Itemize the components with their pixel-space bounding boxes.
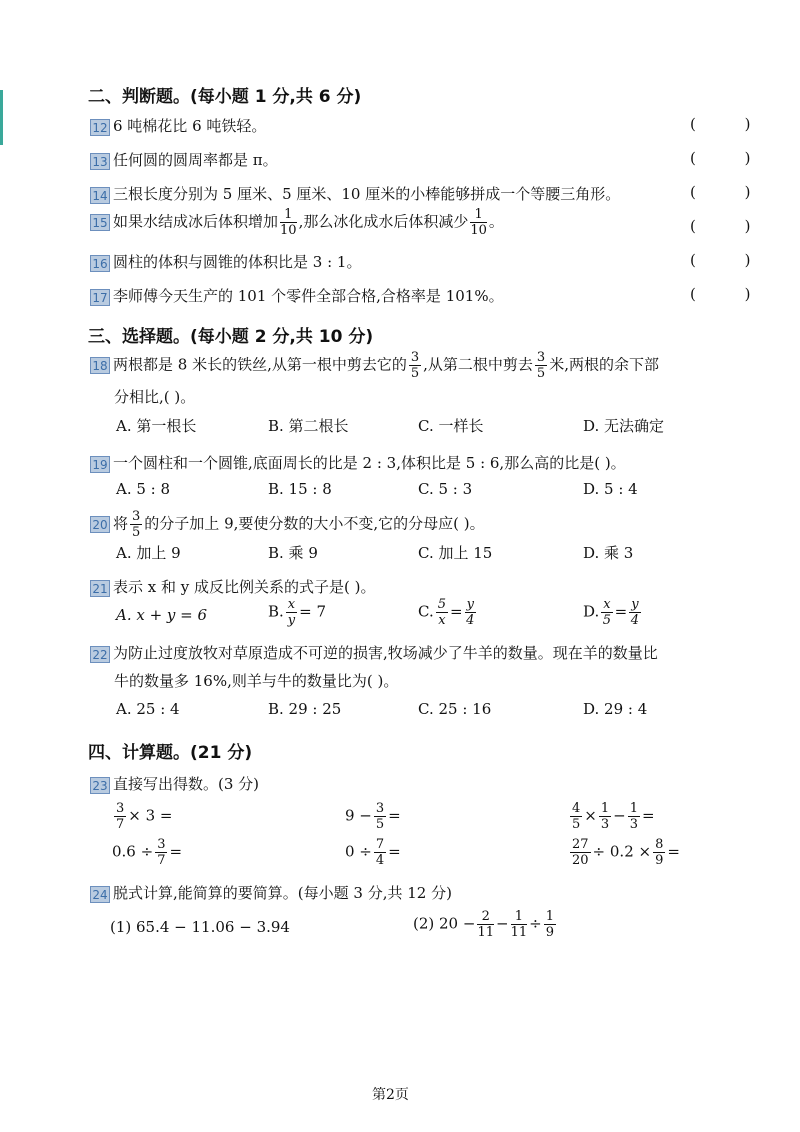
answer-blank[interactable]: ( ) <box>690 217 773 235</box>
expression-prefix: 9 − <box>345 806 372 825</box>
question-24 <box>90 882 452 903</box>
operator: ÷ <box>529 914 542 933</box>
expression-4 <box>112 838 182 867</box>
fraction <box>155 838 167 867</box>
expression-6 <box>568 838 680 867</box>
question-text: 6 吨棉花比 6 吨铁轻。 <box>113 117 267 135</box>
page-number: 第2页 <box>372 1087 409 1103</box>
expression-prefix: 0.6 ÷ <box>112 842 154 861</box>
question-14 <box>90 183 620 204</box>
question-13 <box>90 149 278 170</box>
answer-blank[interactable]: ( ) <box>690 183 773 201</box>
question-19 <box>90 452 626 473</box>
margin-marker <box>0 90 3 145</box>
expression-rest: = <box>388 806 401 825</box>
denominator: 9 <box>655 853 664 868</box>
numerator: 4 <box>572 801 581 816</box>
expression-rest: = <box>169 842 183 861</box>
numerator: 3 <box>116 801 125 816</box>
question-text: 米,两根的余下部 <box>549 355 659 374</box>
fraction <box>653 838 665 867</box>
question-number-badge: 18 <box>90 357 110 374</box>
fraction <box>570 802 582 831</box>
question-text: ,那么冰化成水后体积减少 <box>298 212 469 231</box>
option-a[interactable]: A. 25 : 4 <box>116 700 180 718</box>
question-text: 圆柱的体积与圆锥的体积比是 3 : 1。 <box>113 253 362 271</box>
question-number-badge: 21 <box>90 580 110 597</box>
question-text: 将 <box>113 514 129 533</box>
option-a[interactable]: A. 5 : 8 <box>116 480 171 498</box>
option-label: D. <box>583 602 600 621</box>
problem-2 <box>413 910 558 939</box>
expression-rest: = <box>642 806 655 825</box>
operator: − <box>496 914 509 933</box>
expression-rest: × 3 = <box>128 806 173 825</box>
numerator: 5 <box>437 597 446 612</box>
operator: × <box>584 806 597 825</box>
numerator: 1 <box>629 801 638 816</box>
numerator: 3 <box>375 801 385 816</box>
denominator: 4 <box>375 853 385 868</box>
fraction <box>465 598 476 627</box>
question-text: 一个圆柱和一个圆锥,底面周长的比是 2 : 3,体积比是 5 : 6,那么高的比是( )。 <box>113 454 626 472</box>
question-text: 任何圆的圆周率都是 π。 <box>113 151 278 169</box>
denominator: 4 <box>630 613 639 628</box>
option-d[interactable] <box>583 598 643 627</box>
numerator: 3 <box>157 837 166 852</box>
question-number-badge: 23 <box>90 777 110 794</box>
numerator: y <box>466 597 474 612</box>
option-a[interactable]: A. 加上 9 <box>116 544 181 562</box>
denominator: 3 <box>629 817 638 832</box>
fraction <box>130 510 142 539</box>
option-a[interactable]: A. 第一根长 <box>116 417 197 435</box>
denominator: 20 <box>572 853 589 868</box>
question-text: ,从第二根中剪去 <box>423 355 533 374</box>
option-b[interactable]: B. 29 : 25 <box>268 700 342 718</box>
numerator: 8 <box>655 837 664 852</box>
section-2-title: 二、判断题。(每小题 1 分,共 6 分) <box>88 87 362 107</box>
option-c[interactable]: C. 25 : 16 <box>418 700 492 718</box>
fraction <box>114 802 126 831</box>
option-rest: = 7 <box>299 602 327 621</box>
option-label: C. <box>418 602 434 621</box>
question-18 <box>90 351 659 380</box>
numerator: 27 <box>572 837 589 852</box>
numerator: y <box>631 597 639 612</box>
denominator: 7 <box>157 853 166 868</box>
question-number-badge: 16 <box>90 255 110 272</box>
fraction <box>286 598 297 627</box>
numerator: 1 <box>470 208 487 223</box>
expression-rest: = <box>667 842 680 861</box>
fraction <box>374 838 386 867</box>
numerator: x <box>287 597 296 612</box>
section-4-title: 四、计算题。(21 分) <box>88 743 253 763</box>
option-b[interactable] <box>268 598 326 627</box>
expression-2 <box>345 802 401 831</box>
fraction <box>374 802 386 831</box>
fraction <box>535 351 547 380</box>
numerator: 7 <box>375 837 385 852</box>
denominator: y <box>287 613 296 628</box>
numerator: x <box>603 597 611 612</box>
denominator: 11 <box>477 925 494 940</box>
question-number-badge: 19 <box>90 456 110 473</box>
question-number-badge: 15 <box>90 214 110 231</box>
expression-prefix: 0 ÷ <box>345 842 372 861</box>
question-12 <box>90 115 266 136</box>
question-text: 表示 x 和 y 成反比例关系的式子是( )。 <box>113 578 376 596</box>
denominator: 5 <box>536 366 546 381</box>
option-c[interactable]: C. 5 : 3 <box>418 480 473 498</box>
expression-prefix: (2) 20 − <box>413 914 476 933</box>
denominator: 5 <box>375 817 385 832</box>
fraction <box>436 598 448 627</box>
fraction <box>601 598 612 627</box>
question-17 <box>90 285 504 306</box>
question-text: 的分子加上 9,要使分数的大小不变,它的分母应( )。 <box>144 514 485 533</box>
fraction <box>409 351 421 380</box>
question-text: 三根长度分别为 5 厘米、5 厘米、10 厘米的小棒能够拼成一个等腰三角形。 <box>113 185 621 203</box>
option-b[interactable]: B. 15 : 8 <box>268 480 332 498</box>
question-number-badge: 12 <box>90 119 110 136</box>
option-b[interactable]: B. 乘 9 <box>268 544 318 562</box>
operator: − <box>613 806 626 825</box>
question-number-badge: 14 <box>90 187 110 204</box>
question-18-line2: 分相比,( )。 <box>114 388 196 406</box>
denominator: 3 <box>600 817 610 832</box>
question-number-badge: 17 <box>90 289 110 306</box>
question-number-badge: 24 <box>90 886 110 903</box>
question-22 <box>90 642 658 663</box>
question-21 <box>90 576 375 597</box>
question-text: 李师傅今天生产的 101 个零件全部合格,合格率是 101%。 <box>113 287 504 305</box>
question-text: 如果水结成冰后体积增加 <box>113 212 279 231</box>
numerator: 1 <box>280 208 297 223</box>
problem-1: (1) 65.4 − 11.06 − 3.94 <box>110 918 290 936</box>
denominator: x <box>438 613 446 628</box>
denominator: 4 <box>466 613 475 628</box>
fraction <box>477 910 494 939</box>
denominator: 10 <box>470 223 487 238</box>
option-d[interactable]: D. 29 : 4 <box>583 700 648 718</box>
numerator: 2 <box>477 910 494 925</box>
fraction <box>570 838 591 867</box>
question-text: 直接写出得数。(3 分) <box>113 775 260 793</box>
option-label: B. <box>268 602 284 621</box>
fraction <box>629 598 640 627</box>
section-3-title: 三、选择题。(每小题 2 分,共 10 分) <box>88 327 374 347</box>
numerator: 1 <box>600 801 610 816</box>
equals-sign: = <box>614 602 628 621</box>
fraction <box>511 910 528 939</box>
question-22-line2: 牛的数量多 16%,则羊与牛的数量比为( )。 <box>114 672 399 690</box>
fraction <box>599 802 611 831</box>
denominator: 5 <box>410 366 420 381</box>
expression-rest: = <box>388 842 401 861</box>
question-16 <box>90 251 361 272</box>
denominator: 5 <box>572 817 581 832</box>
question-text: 两根都是 8 米长的铁丝,从第一根中剪去它的 <box>113 355 407 374</box>
question-number-badge: 20 <box>90 516 110 533</box>
question-20 <box>90 510 485 539</box>
fraction <box>628 802 640 831</box>
option-c[interactable]: C. 加上 15 <box>418 544 493 562</box>
question-23 <box>90 773 259 794</box>
expression-1 <box>112 802 173 831</box>
answer-blank[interactable]: ( ) <box>690 251 773 269</box>
denominator: 10 <box>280 223 297 238</box>
option-d[interactable]: D. 乘 3 <box>583 544 634 562</box>
denominator: 11 <box>510 925 528 940</box>
equals-sign: = <box>450 602 463 621</box>
denominator: 7 <box>116 817 125 832</box>
question-number-badge: 13 <box>90 153 110 170</box>
numerator: 1 <box>545 909 554 924</box>
question-text: 脱式计算,能简算的要简算。(每小题 3 分,共 12 分) <box>113 884 452 902</box>
expression-3 <box>568 802 655 831</box>
answer-blank[interactable]: ( ) <box>690 149 773 167</box>
denominator: 5 <box>132 525 141 540</box>
expression-5 <box>345 838 401 867</box>
fraction <box>470 208 487 237</box>
numerator: 3 <box>410 350 420 365</box>
answer-blank[interactable]: ( ) <box>690 115 773 133</box>
answer-blank[interactable]: ( ) <box>690 285 773 303</box>
option-a[interactable]: A. x + y = 6 <box>116 606 208 624</box>
option-c[interactable]: C. 一样长 <box>418 417 484 435</box>
option-d[interactable]: D. 无法确定 <box>583 417 665 435</box>
question-number-badge: 22 <box>90 646 110 663</box>
numerator: 3 <box>536 350 546 365</box>
option-d[interactable]: D. 5 : 4 <box>583 480 638 498</box>
question-15 <box>90 208 504 237</box>
numerator: 3 <box>132 509 141 524</box>
expression-middle: ÷ 0.2 × <box>592 842 652 861</box>
question-text: 。 <box>488 212 504 231</box>
fraction <box>544 910 556 939</box>
numerator: 1 <box>511 910 528 925</box>
denominator: 9 <box>545 925 554 940</box>
option-c[interactable] <box>418 598 478 627</box>
fraction <box>280 208 297 237</box>
denominator: 5 <box>602 613 612 628</box>
question-text: 为防止过度放牧对草原造成不可逆的损害,牧场减少了牛羊的数量。现在羊的数量比 <box>113 644 658 662</box>
option-b[interactable]: B. 第二根长 <box>268 417 349 435</box>
